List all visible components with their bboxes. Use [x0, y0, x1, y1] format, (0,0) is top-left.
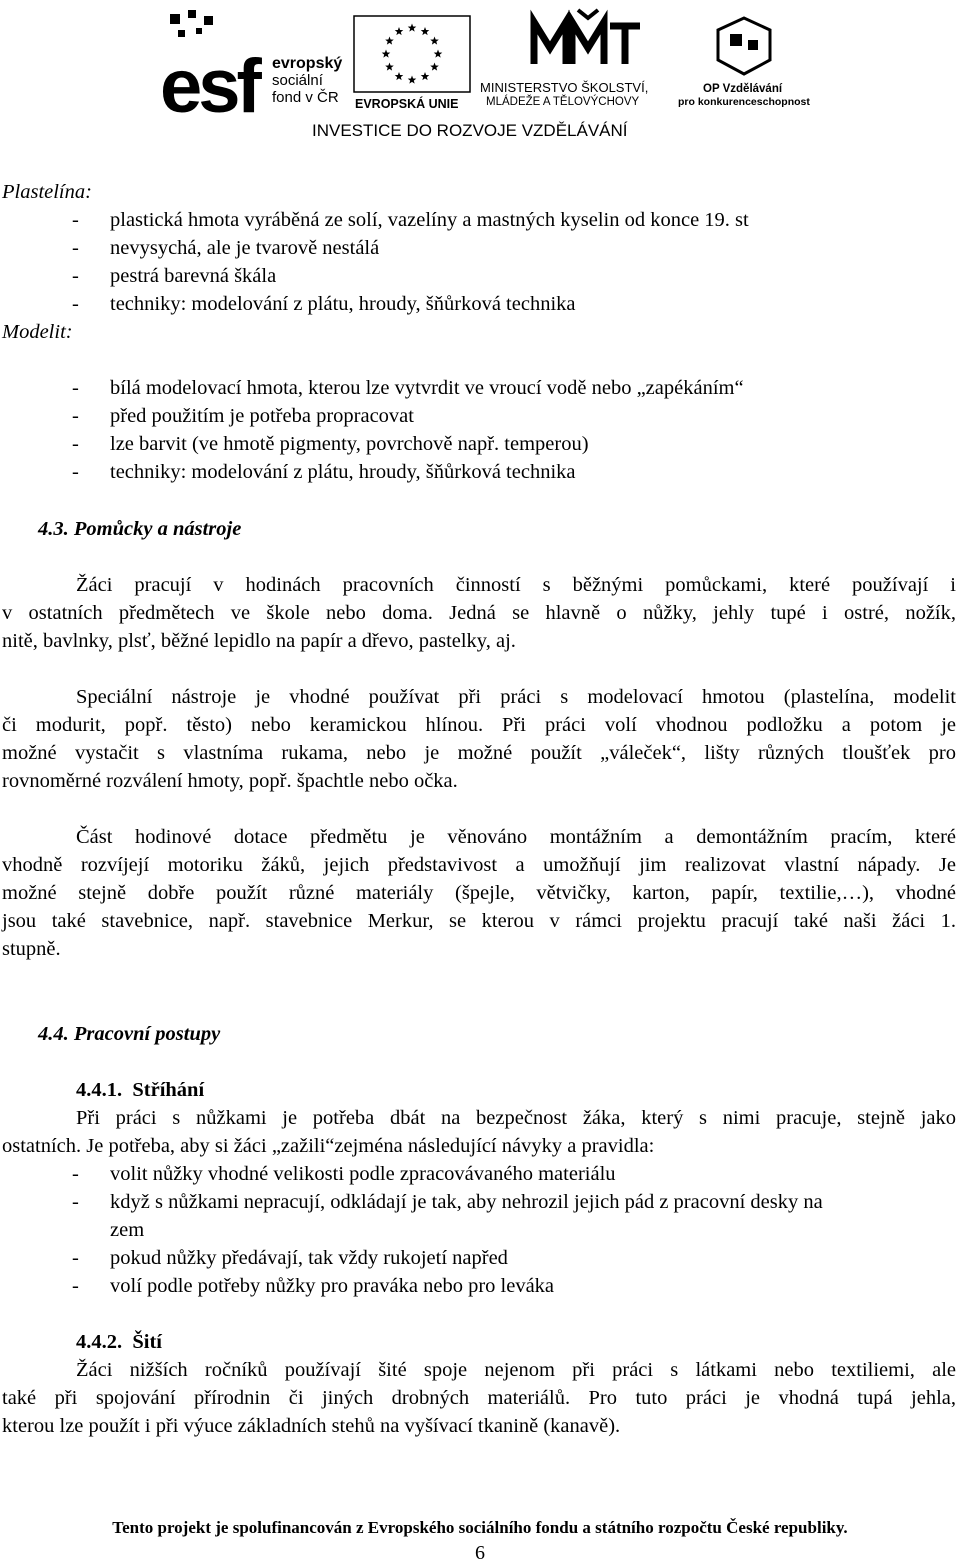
msmt-line2: MLÁDEŽE A TĚLOVÝCHOVY	[486, 96, 640, 108]
esf-line1: evropský	[272, 55, 343, 72]
paragraph-line: Žáci nižších ročníků používají šité spoje nejenom při práci s látkami nebo textiliemi, ale	[76, 1359, 956, 1381]
op-logo	[678, 18, 810, 108]
funding-logos	[148, 4, 812, 144]
modelit-heading: Modelit:	[2, 321, 73, 343]
page-number: 6	[475, 1542, 485, 1564]
paragraph-line: rovnoměrné rozválení hmoty, popř. špachtle nebo očka.	[2, 770, 458, 792]
subsection-heading-4-4-2: 4.4.2. Šití	[76, 1331, 162, 1353]
paragraph-line: stupně.	[2, 938, 61, 960]
op-line1: OP Vzdělávání	[703, 83, 783, 95]
paragraph-line: ostatních. Je potřeba, aby si žáci „zažili“zejména následující návyky a pravidla:	[2, 1135, 655, 1157]
paragraph-line: či modurit, popř. těsto) nebo keramickou hlínou. Při práci volí vhodnou podložku a potom je	[2, 714, 956, 736]
paragraph-line: možné vystačit s vlastníma rukama, nebo je možné použít „váleček“, lišty různých tloušťek pro	[2, 742, 956, 764]
investment-banner: INVESTICE DO ROZVOJE VZDĚLÁVÁNÍ	[312, 121, 628, 140]
eu-caption: EVROPSKÁ UNIE	[355, 97, 459, 111]
paragraph-line: možné stejně dobře použít různé materiály (špejle, větvičky, karton, papír, textilie,…), vhodné	[2, 882, 956, 904]
paragraph-line: také při spojování přírodnin či jiných drobných materiálů. Pro tuto práci je vhodná tupá jehla,	[2, 1387, 956, 1409]
plastelina-heading: Plastelína:	[2, 181, 92, 203]
op-line2: pro konkurenceschopnost	[678, 96, 810, 108]
paragraph-line: Speciální nástroje je vhodné používat při práci s modelovací hmotou (plastelína, modelit	[76, 686, 956, 708]
esf-logo	[160, 10, 342, 129]
paragraph-line: Žáci pracují v hodinách pracovních činností s běžnými pomůckami, které používají i	[76, 574, 956, 596]
paragraph-line: v ostatních předmětech ve škole nebo doma. Jedná se hlavně o nůžky, jehly tupé i ostré, nožík,	[2, 602, 956, 624]
svg-text:esf: esf	[160, 44, 258, 129]
msmt-line1: MINISTERSTVO ŠKOLSTVÍ,	[480, 80, 649, 95]
paragraph-line: nitě, bavlnky, plsť, běžné lepidlo na papír a dřevo, pastelky, aj.	[2, 630, 516, 652]
paragraph-line: Při práci s nůžkami je potřeba dbát na bezpečnost žáka, který s nimi pracuje, stejně jako	[76, 1107, 956, 1129]
esf-line2: sociální	[272, 72, 323, 89]
esf-line3: fond v ČR	[272, 89, 339, 106]
eu-flag-logo	[354, 16, 470, 111]
logo-bar	[148, 4, 812, 144]
section-heading-4-4: 4.4. Pracovní postupy	[38, 1023, 221, 1045]
paragraph-line: jsou také stavebnice, např. stavebnice Merkur, se kterou v rámci projektu pracují také naši žáci 1.	[2, 910, 956, 932]
subsection-heading-4-4-1: 4.4.1. Stříhání	[76, 1079, 205, 1101]
paragraph-line: kterou lze použít i při výuce základních stehů na vyšívací tkanině (kanavě).	[2, 1415, 621, 1437]
funding-note: Tento projekt je spolufinancován z Evropského sociálního fondu a státního rozpočtu České republiky.	[112, 1518, 848, 1537]
paragraph-line: Část hodinové dotace předmětu je věnováno montážním a demontážním pracím, které	[76, 826, 956, 848]
msmt-logo	[480, 10, 648, 108]
paragraph-line: vhodně rozvíjejí motoriku žáků, jejich představivost a umožňují jim realizovat vlastní nápady. Je	[2, 854, 956, 876]
section-heading-4-3: 4.3. Pomůcky a nástroje	[38, 518, 242, 540]
